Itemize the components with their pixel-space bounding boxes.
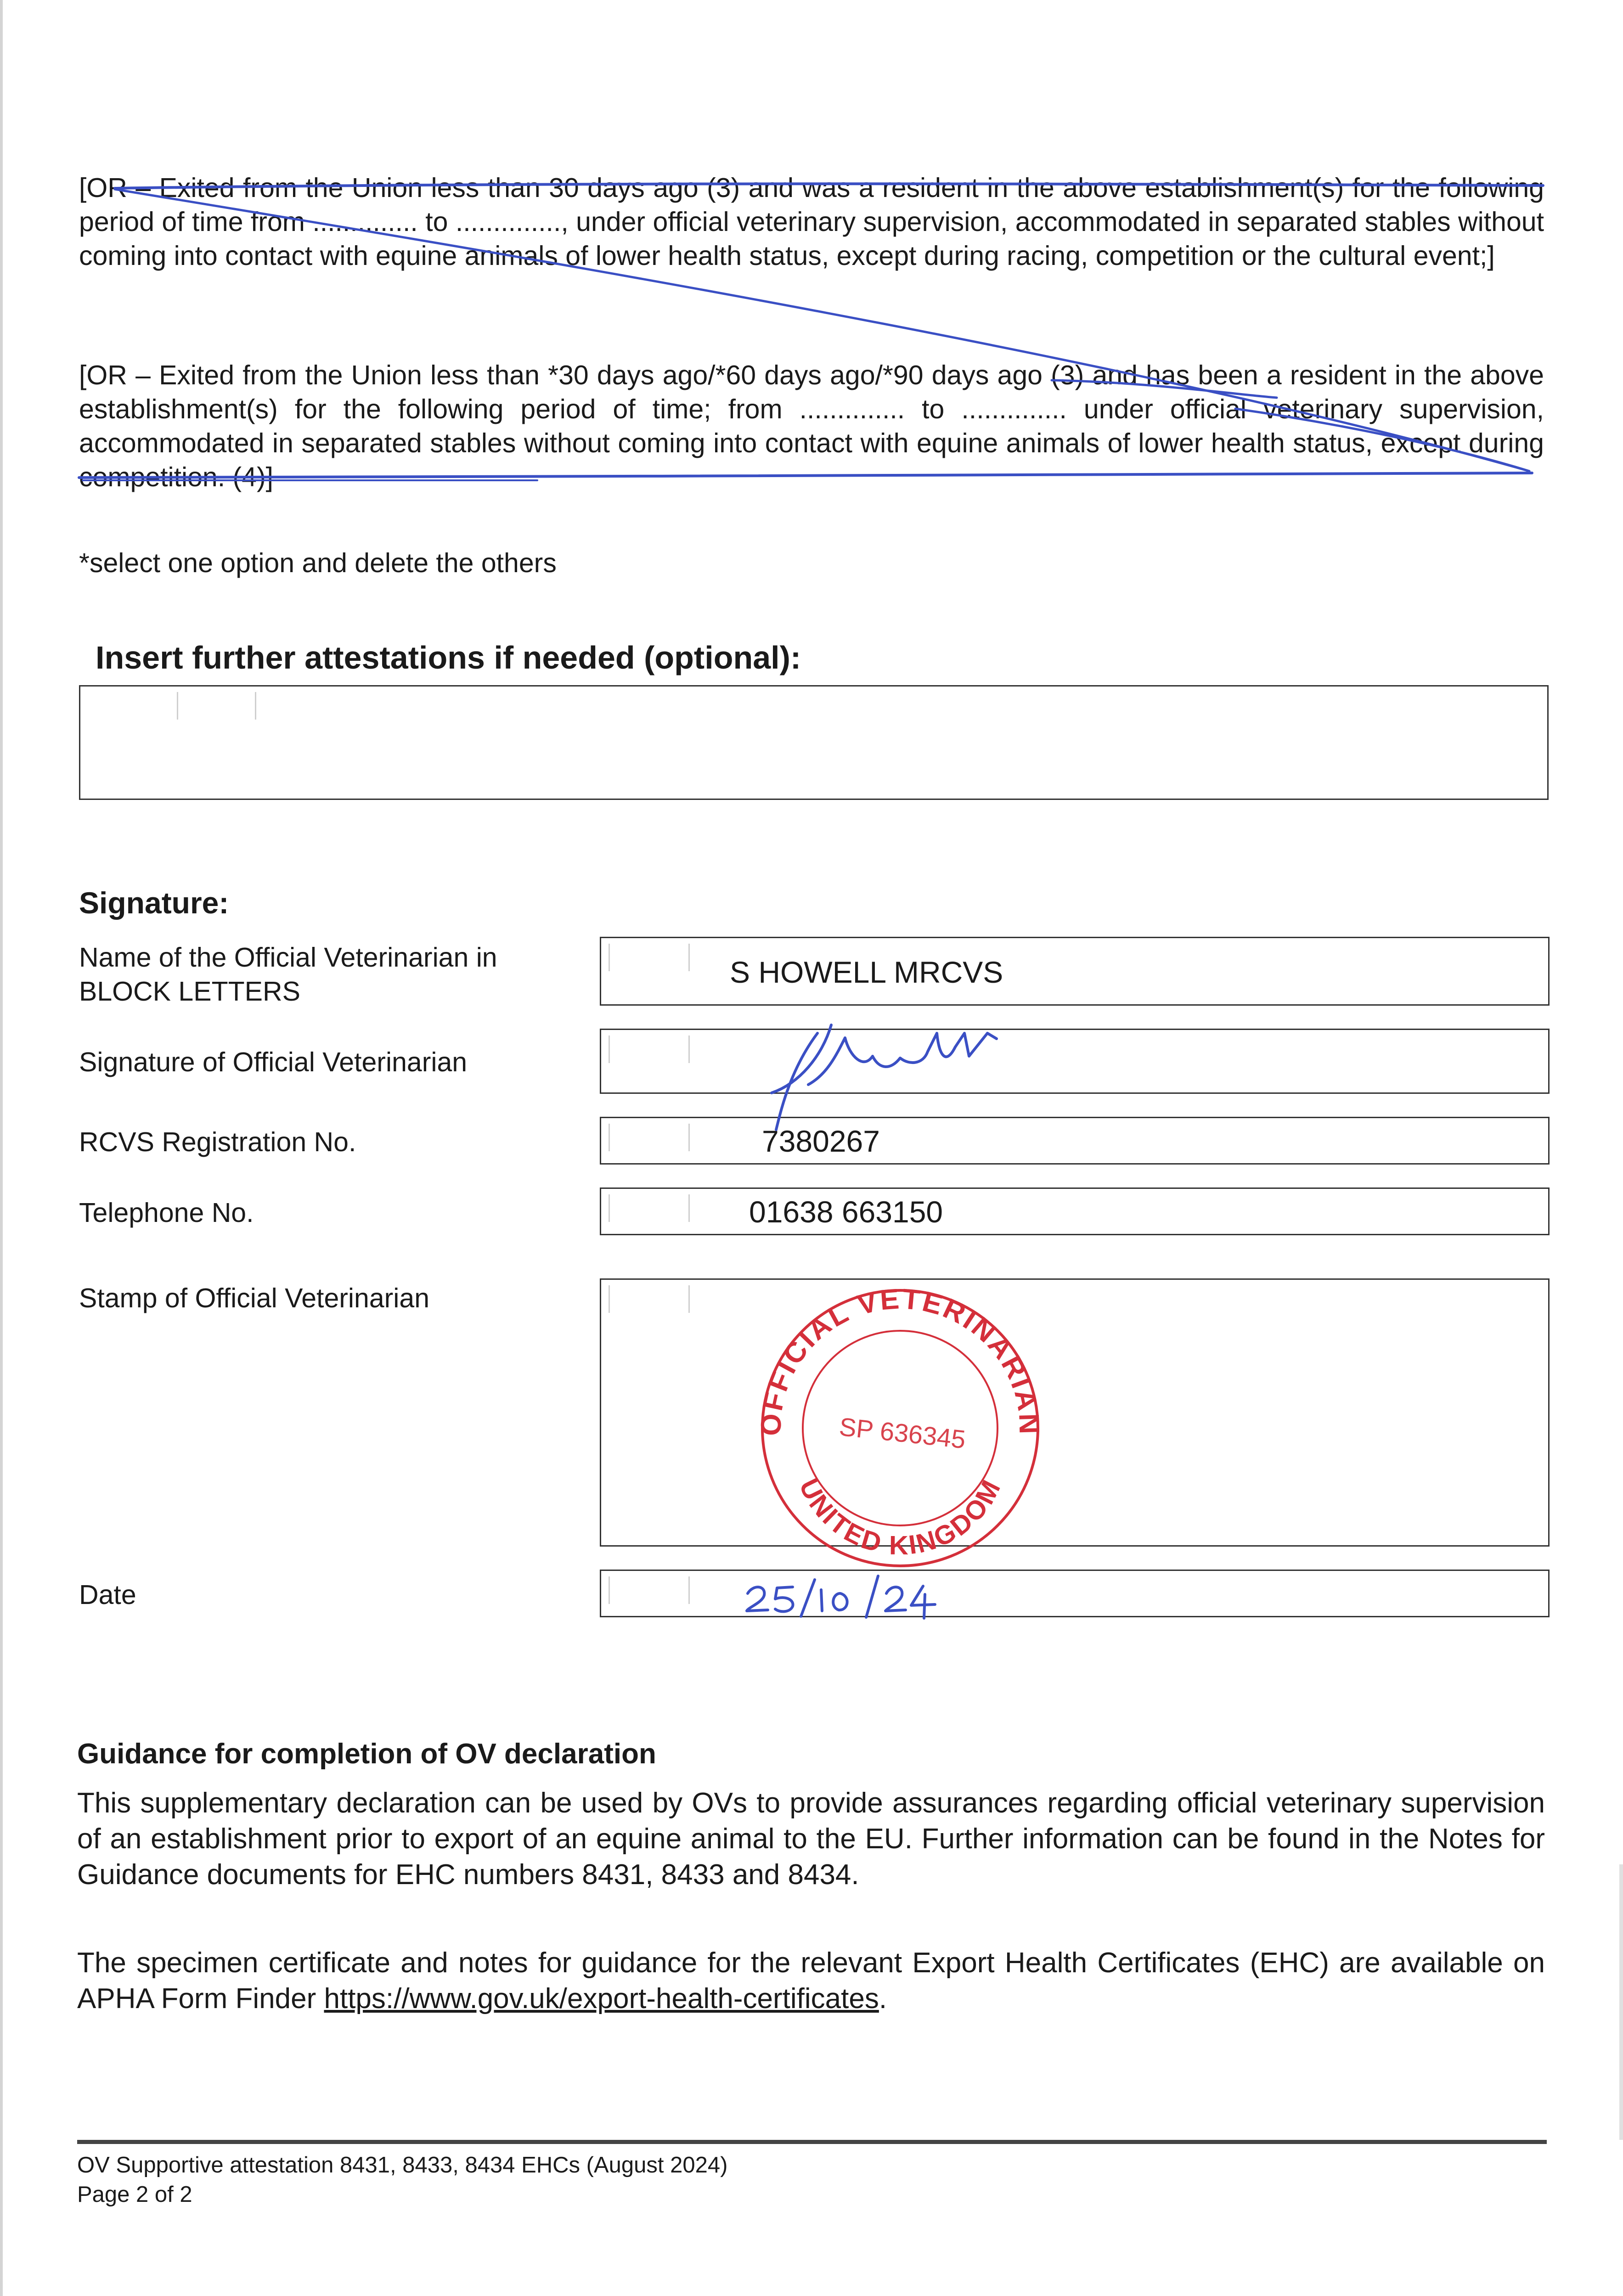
strike-through-marks — [79, 184, 1543, 480]
handwritten-date — [747, 1576, 935, 1618]
name-label-line1: Name of the Official Veterinarian in — [79, 942, 497, 973]
signature-label: Signature of Official Veterinarian — [79, 1047, 468, 1077]
strike-diagonal — [115, 189, 1529, 471]
guidance-paragraph-1: This supplementary declaration can be used by OVs to provide assurances regarding official veterinary supervision of an establishment prior to export of an equine animal to the EU. Further information can be found in the Notes for Guidance documents for EHC numbers 8431, 8433 and 8434. — [77, 1787, 1545, 1891]
guidance-paragraph-2-text: The specimen certificate and notes for guidance for the relevant Export Health Certificates (EHC) are available on APHA Form Finder — [77, 1947, 1545, 2015]
strike-lower-right — [1235, 409, 1529, 471]
svg-text:OFFICIAL VETERINARIAN: OFFICIAL VETERINARIAN — [755, 1283, 1045, 1436]
select-note: *select one option and delete the others — [79, 548, 557, 578]
guidance-paragraph-2-end: . — [879, 1983, 887, 2015]
rcvs-value: 7380267 — [762, 1124, 880, 1158]
further-attestations-heading: Insert further attestations if needed (optional): — [96, 640, 801, 675]
phone-value: 01638 663150 — [749, 1195, 943, 1229]
footer-text: OV Supportive attestation 8431, 8433, 8434 EHCs (August 2024) — [77, 2153, 728, 2178]
guidance-heading: Guidance for completion of OV declaration — [77, 1738, 656, 1770]
phone-label: Telephone No. — [79, 1198, 254, 1228]
rcvs-label: RCVS Registration No. — [79, 1127, 356, 1157]
stamp-number: SP 636345 — [838, 1412, 967, 1454]
strike-line-top — [115, 184, 1543, 188]
name-label-line2: BLOCK LETTERS — [79, 976, 300, 1007]
strike-mid — [1052, 380, 1277, 398]
date-label: Date — [79, 1580, 136, 1610]
official-veterinarian-stamp — [755, 1283, 1045, 1566]
footer-page-number: Page 2 of 2 — [77, 2182, 192, 2207]
export-health-certificates-link[interactable]: https://www.gov.uk/export-health-certificates — [324, 1983, 879, 2015]
attestation-option-1: [OR – Exited from the Union less than 30 days ago (3) and was a resident in the above establishment(s) for the following period of time from .............. to .............., under official veterinary supervision, accommodated in separated stables without coming into contact with equine animals of lower health status, except during racing, competition or the cultural event;] — [79, 173, 1544, 271]
attestation-option-2: [OR – Exited from the Union less than *30 days ago/*60 days ago/*90 days ago (3) and has been a resident in the above establishment(s) for the following period of time; from .............. to .............. under official veterinary supervision, accommodated in separated stables without coming into contact with equine animals of lower health status, except during competition. (4)] — [79, 360, 1544, 492]
stamp-label: Stamp of Official Veterinarian — [79, 1283, 430, 1313]
strike-line-bottom — [79, 473, 1532, 478]
official-veterinarian-signature — [772, 1025, 997, 1130]
svg-text:UNITED KINGDOM: UNITED KINGDOM — [793, 1474, 1007, 1561]
signature-heading: Signature: — [79, 886, 229, 920]
name-value: S HOWELL MRCVS — [730, 955, 1003, 989]
